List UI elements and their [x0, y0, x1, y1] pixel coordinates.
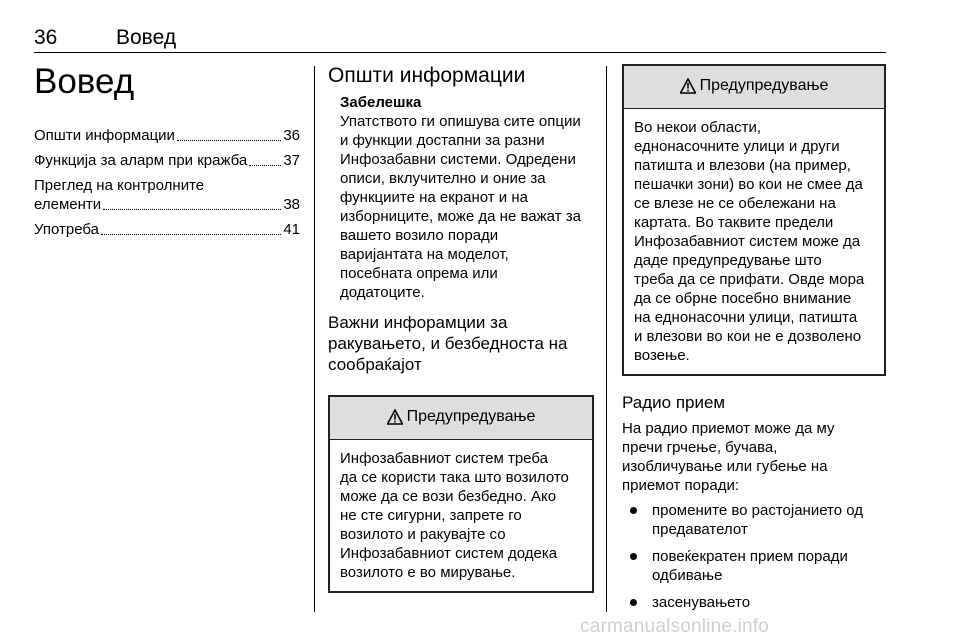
bullet-icon	[630, 507, 637, 514]
toc-entry-page: 41	[283, 221, 300, 238]
list-item: промените во растојанието од предавателот	[622, 501, 886, 539]
toc-leader-dots	[101, 234, 281, 235]
bullet-icon	[630, 553, 637, 560]
warning-box	[328, 395, 594, 593]
chapter-title: Вовед	[34, 62, 135, 101]
toc-entry-label-line2: елементи	[34, 196, 102, 213]
safety-subtitle: Важни инфорамции за ракувањето, и безбедноста на сообраќајот	[328, 313, 568, 374]
warning-icon	[387, 409, 403, 425]
note-text: Упатството ги опишува сите опции и функции достапни за разни Инфозабавни системи. Одредени описи, вклучително и оние за функциите на екранот и на изборниците, може да не важат за вашето возило поради варијантата на моделот, посебната опрема или додатоците.	[340, 113, 581, 301]
warning-box	[622, 64, 886, 376]
note-label: Забелешка	[340, 94, 422, 111]
bullet-icon	[630, 599, 637, 606]
toc-entry-page: 36	[283, 127, 300, 144]
toc-entry[interactable]	[34, 151, 300, 170]
radio-column	[622, 64, 886, 620]
toc-entry-label: Општи информации	[34, 127, 175, 144]
warning-text: Во некои области, еднонасочните улици и други патишта и влезови (на пример, пешачки зони) во кои не смее да се влезе не се обележани на картата. Во таквите предели Инфозабавниот систем може да даде предупредување што треба да се прифати. Овде мора да се обрне посебно внимание на еднонасочни улици, патишта и влезови во кои не е дозволено возење.	[634, 119, 865, 364]
radio-title: Радио прием	[622, 393, 726, 412]
warning-label: Предупредување	[406, 408, 536, 425]
warning-header	[330, 397, 592, 440]
warning-header	[624, 66, 884, 109]
toc-entry-page: 37	[283, 152, 300, 169]
toc-entry-label-line1: Преглед на контролните	[34, 177, 205, 194]
list-item: повеќекратен прием поради одбивање	[622, 547, 886, 585]
page-number: 36	[34, 26, 58, 49]
radio-bullets	[622, 501, 886, 612]
page-header	[34, 24, 886, 53]
toc-entry-label: Употреба	[34, 221, 99, 238]
toc-entry-label: Функција за аларм при кражба	[34, 152, 248, 169]
radio-intro: На радио приемот може да му пречи грчење, бучава, изобличување или губење на приемот поради:	[622, 420, 835, 494]
column-divider-left	[314, 66, 315, 612]
toc-leader-dots	[249, 165, 281, 166]
toc-leader-dots	[177, 140, 281, 141]
toc-entry-page: 38	[283, 196, 300, 213]
toc-entry[interactable]	[34, 220, 300, 239]
warning-text: Инфозабавниот систем треба да се користи така што возилото може да се вози безбедно. Ако не сте сигурни, запрете го возилото и ракувајте со Инфозабавниот систем додека возилото е во мирување.	[340, 450, 569, 581]
general-info-column	[328, 64, 594, 593]
section-title: Општи информации	[328, 64, 526, 87]
watermark: carmanualsonline.info	[580, 616, 770, 637]
toc-leader-dots	[103, 209, 281, 210]
toc-entry[interactable]	[34, 176, 300, 214]
running-title: Вовед	[116, 26, 177, 49]
toc-column	[34, 62, 300, 245]
column-divider-right	[606, 66, 607, 612]
list-item: засенувањето	[622, 593, 886, 612]
toc-entry[interactable]	[34, 126, 300, 145]
warning-icon	[680, 78, 696, 94]
warning-label: Предупредување	[699, 77, 829, 94]
